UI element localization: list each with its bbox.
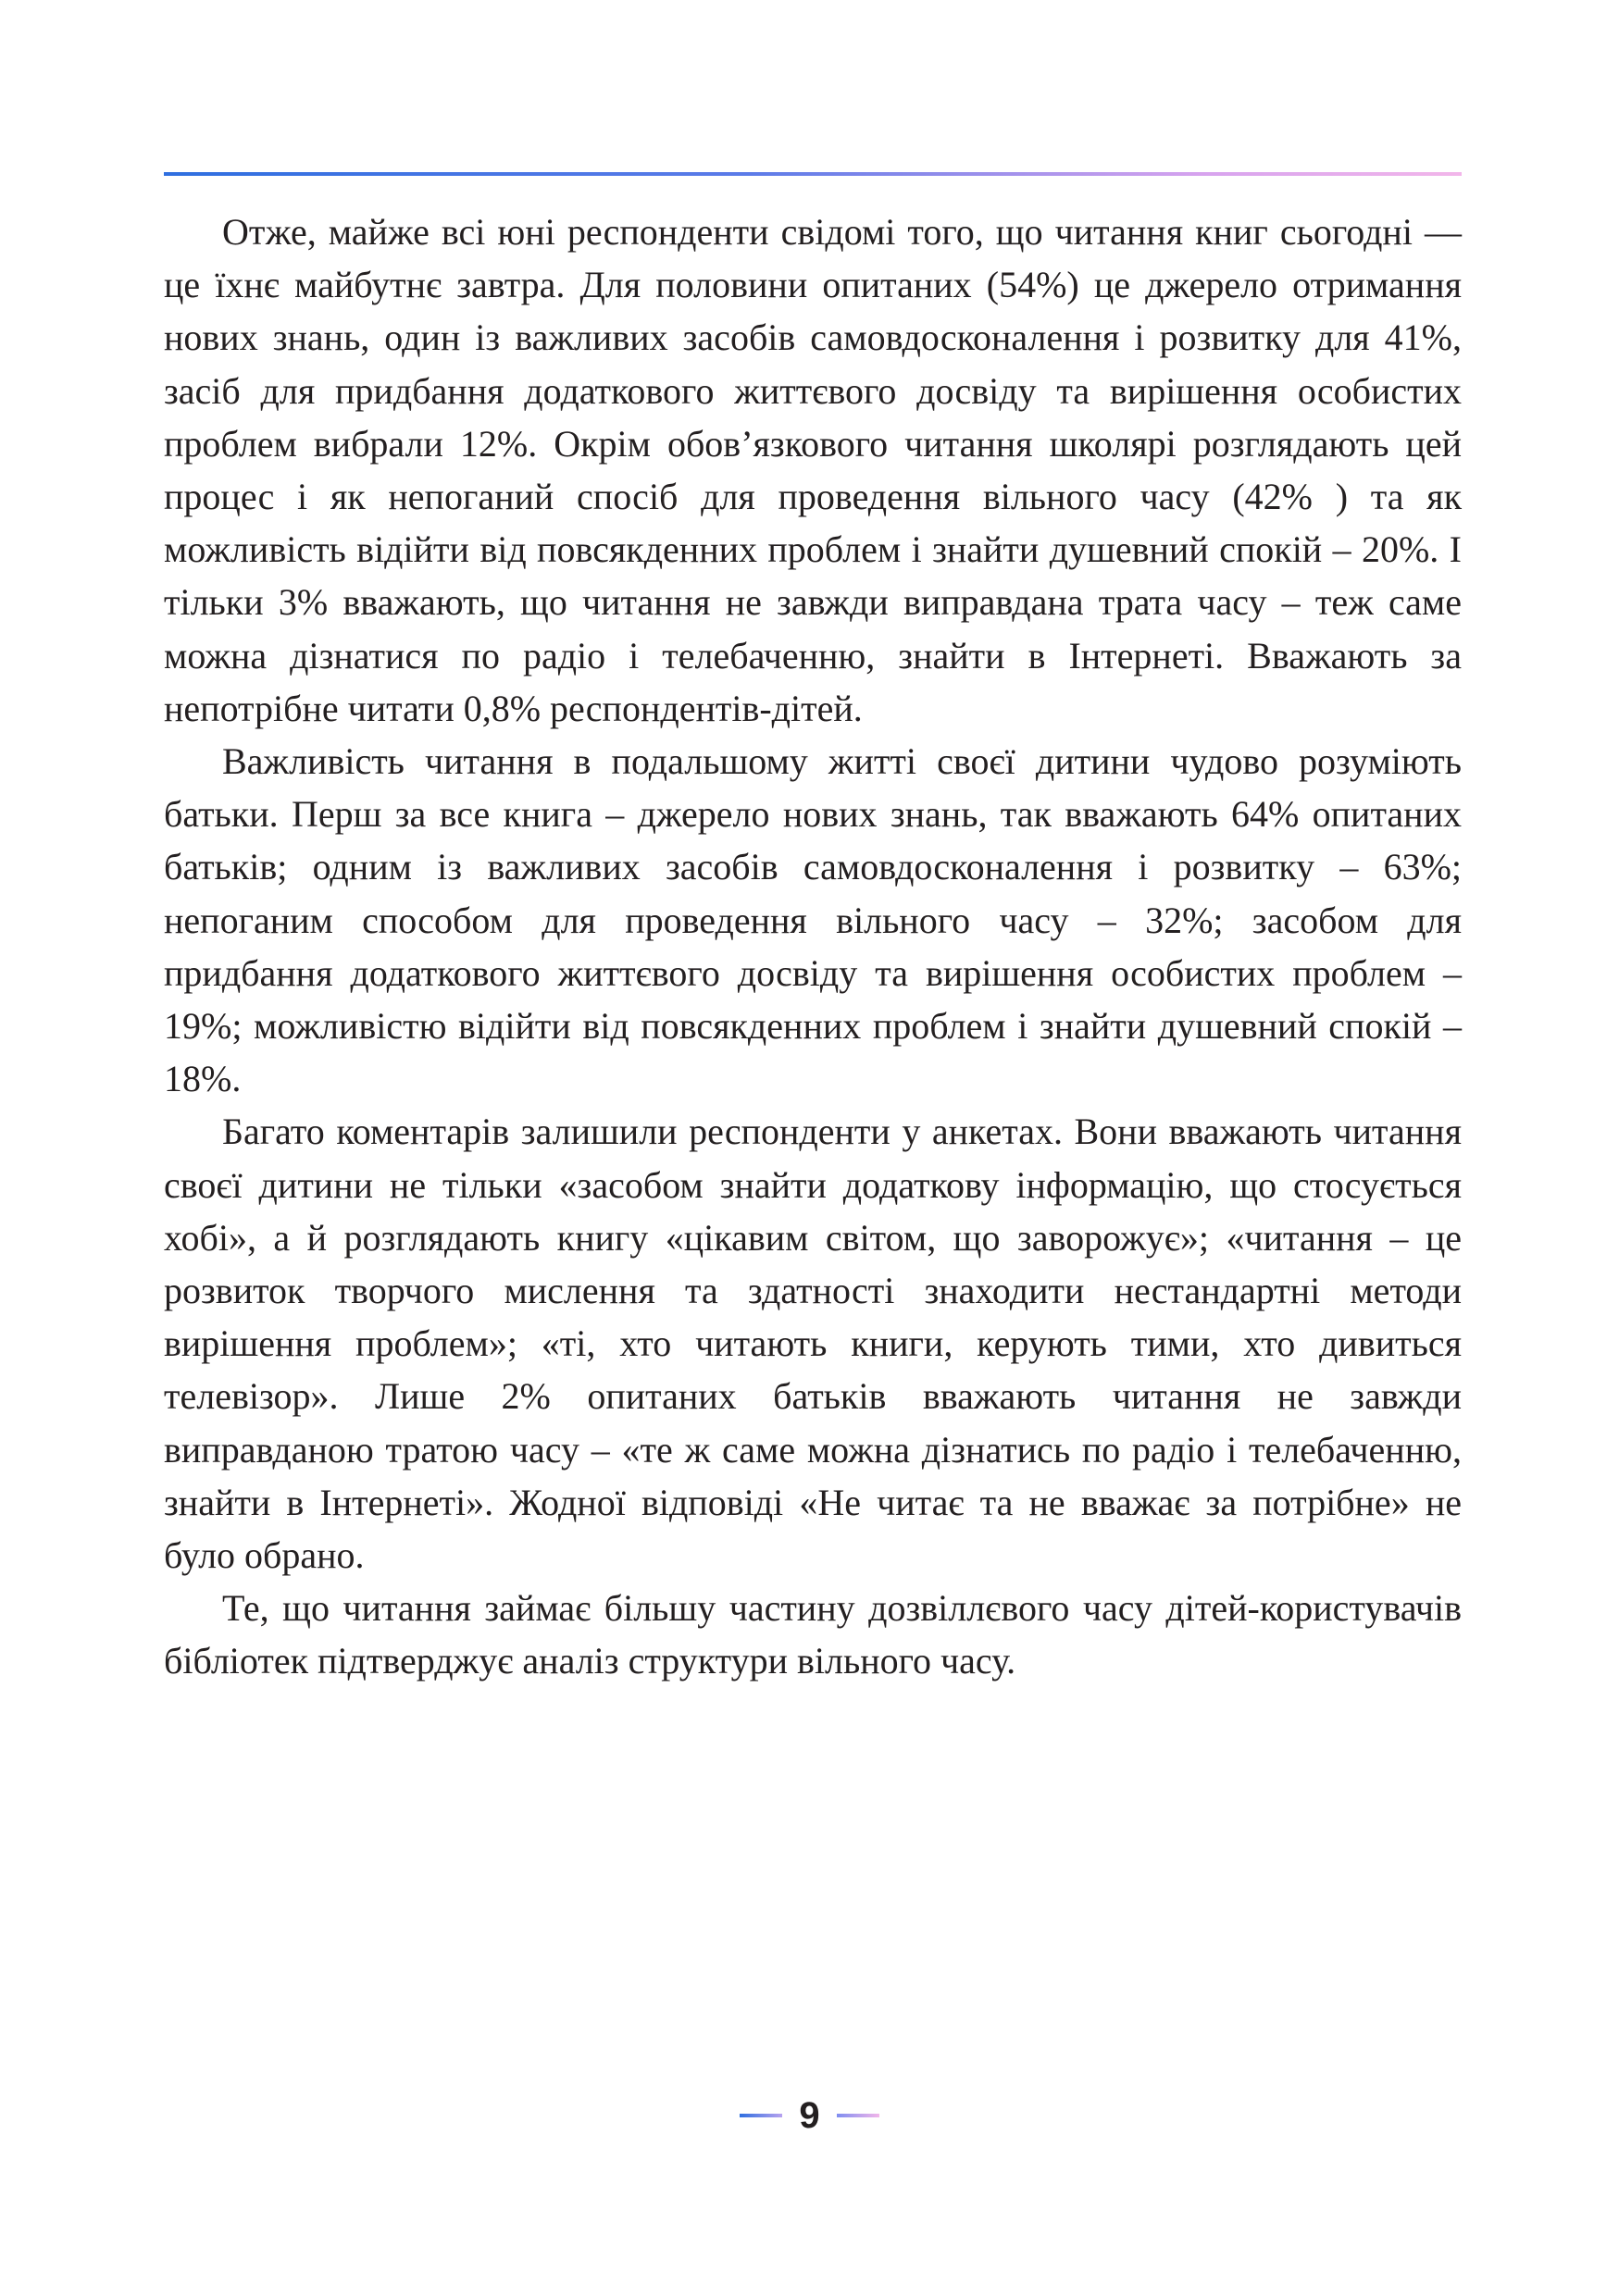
- footer-dash-left: [740, 2114, 782, 2117]
- page-number: 9: [799, 2095, 820, 2136]
- body-text: [164, 205, 1462, 1688]
- header-rule: [164, 172, 1462, 176]
- page-footer: [0, 2088, 1619, 2143]
- paragraph-1: Отже, майже всі юні респонденти свідомі того, що читання книг сьогодні — це їхнє майбутнє завтра. Для половини опитаних (54%) це джерело отримання нових знань, один із важливих засобів самовдосконалення і розвитку для 41%, засіб для придбання додаткового життєвого досвіду та вирішення особистих проблем вибрали 12%. Окрім обов’язкового читання школярі розглядають цей процес і як непоганий спосіб для проведення вільного часу (42% ) та як можливість відійти від повсякденних проблем і знайти душевний спокій – 20%. І тільки 3% вважають, що читання не завжди виправдана трата часу – теж саме можна дізнатися по радіо і телебаченню, знайти в Інтернеті. Вважають за непотрібне читати 0,8% респондентів-дітей.: [164, 211, 1462, 729]
- paragraph-2: Важливість читання в подальшому житті своєї дитини чудово розуміють батьки. Перш за все книга – джерело нових знань, так вважають 64% опитаних батьків; одним із важливих засобів самовдосконалення і розвитку – 63%; непоганим способом для проведення вільного часу – 32%; засобом для придбання додаткового життєвого досвіду та вирішення особистих проблем – 19%; можливістю відійти від повсякденних проблем і знайти душевний спокій – 18%.: [164, 740, 1462, 1100]
- paragraph-3: Багато коментарів залишили респонденти у анкетах. Вони вважають читання своєї дитини не тільки «засобом знайти додаткову інформацію, що стосується хобі», а й розглядають книгу «цікавим світом, що заворожує»; «читання – це розвиток творчого мислення та здатності знаходити нестандартні методи вирішення проблем»; «ті, хто читають книги, керують тими, хто дивиться телевізор». Лише 2% опитаних батьків вважають читання не завжди виправданою тратою часу – «те ж саме можна дізнатись по радіо і телебаченню, знайти в Інтернеті». Жодної відповіді «Не читає та не вважає за потрібне» не було обрано.: [164, 1111, 1462, 1577]
- paragraph-4: Те, що читання займає більшу частину дозвіллєвого часу дітей-користувачів бібліотек підтверджує аналіз структури вільного часу.: [164, 1587, 1462, 1682]
- footer-dash-right: [837, 2114, 879, 2117]
